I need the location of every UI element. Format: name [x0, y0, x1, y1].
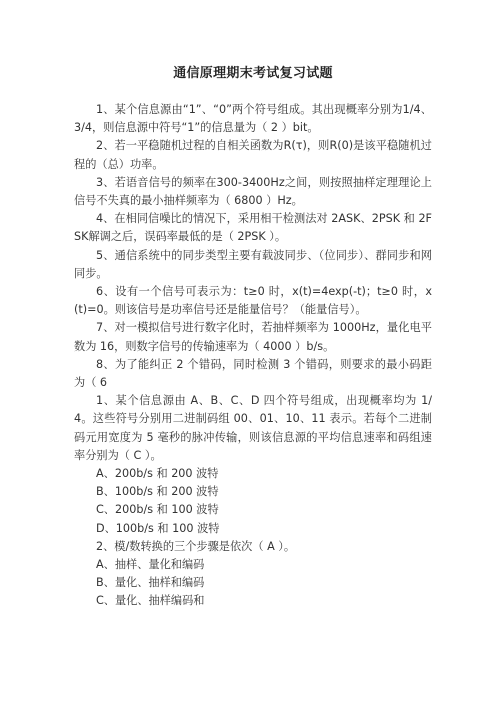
question-paragraph: 7、对一模拟信号进行数字化时，若抽样频率为 1000Hz，量化电平数为 16，则数字信号的传输速率为（ 4000 ）b/s。: [74, 321, 432, 353]
answer-option: C、200b/s 和 100 波特: [96, 503, 219, 517]
question-paragraph: 2、模/数转换的三个步骤是依次（ A ）。: [96, 539, 296, 553]
answer-option: D、100b/s 和 100 波特: [96, 521, 220, 535]
question-paragraph: 1、某个信息源由 A、B、C、D 四个符号组成，出现概率均为 1/4。这些符号分别用二进制码组 00、01、10、11 表示。若每个二进制码元用宽度为 5 毫秒的脉冲传输，则该信息源的平均信息速率和码组速率分别为（ C ）。: [74, 394, 432, 462]
answer-option: C、量化、抽样编码和: [96, 594, 205, 608]
question-paragraph: 4、在相同信噪比的情况下，采用相干检测法对 2ASK、2PSK 和 2FSK解调之后，误码率最低的是（ 2PSK ）。: [74, 212, 432, 244]
answer-option: A、抽样、量化和编码: [96, 558, 205, 572]
question-paragraph: 5、通信系统中的同步类型主要有载波同步、（位同步）、群同步和网同步。: [74, 248, 432, 280]
question-paragraph: 2、若一平稳随机过程的自相关函数为R(τ)，则R(0)是该平稳随机过程的（总）功率。: [74, 139, 432, 171]
answer-option: B、100b/s 和 200 波特: [96, 485, 219, 499]
answer-option: A、200b/s 和 200 波特: [96, 467, 219, 481]
question-paragraph: 8、为了能纠正 2 个错码，同时检测 3 个错码，则要求的最小码距为（ 6: [74, 357, 432, 390]
answer-option: B、量化、抽样和编码: [96, 576, 205, 590]
question-paragraph: 3、若语音信号的频率在300-3400Hz之间，则按照抽样定理理论上信号不失真的最小抽样频率为（ 6800 ）Hz。: [74, 175, 432, 208]
question-paragraph: 6、设有一个信号可表示为：t≥0 时，x(t)=4exp(-t)；t≥0 时，x(t)=0。则该信号是功率信号还是能量信号？（能量信号）。: [74, 285, 432, 317]
question-paragraph: 1、某个信息源由“1”、“0”两个符号组成。其出现概率分别为1/4、3/4，则信息源中符号“1”的信息量为（ 2 ）bit。: [74, 103, 432, 135]
document-title: 通信原理期末考试复习试题: [173, 66, 333, 81]
